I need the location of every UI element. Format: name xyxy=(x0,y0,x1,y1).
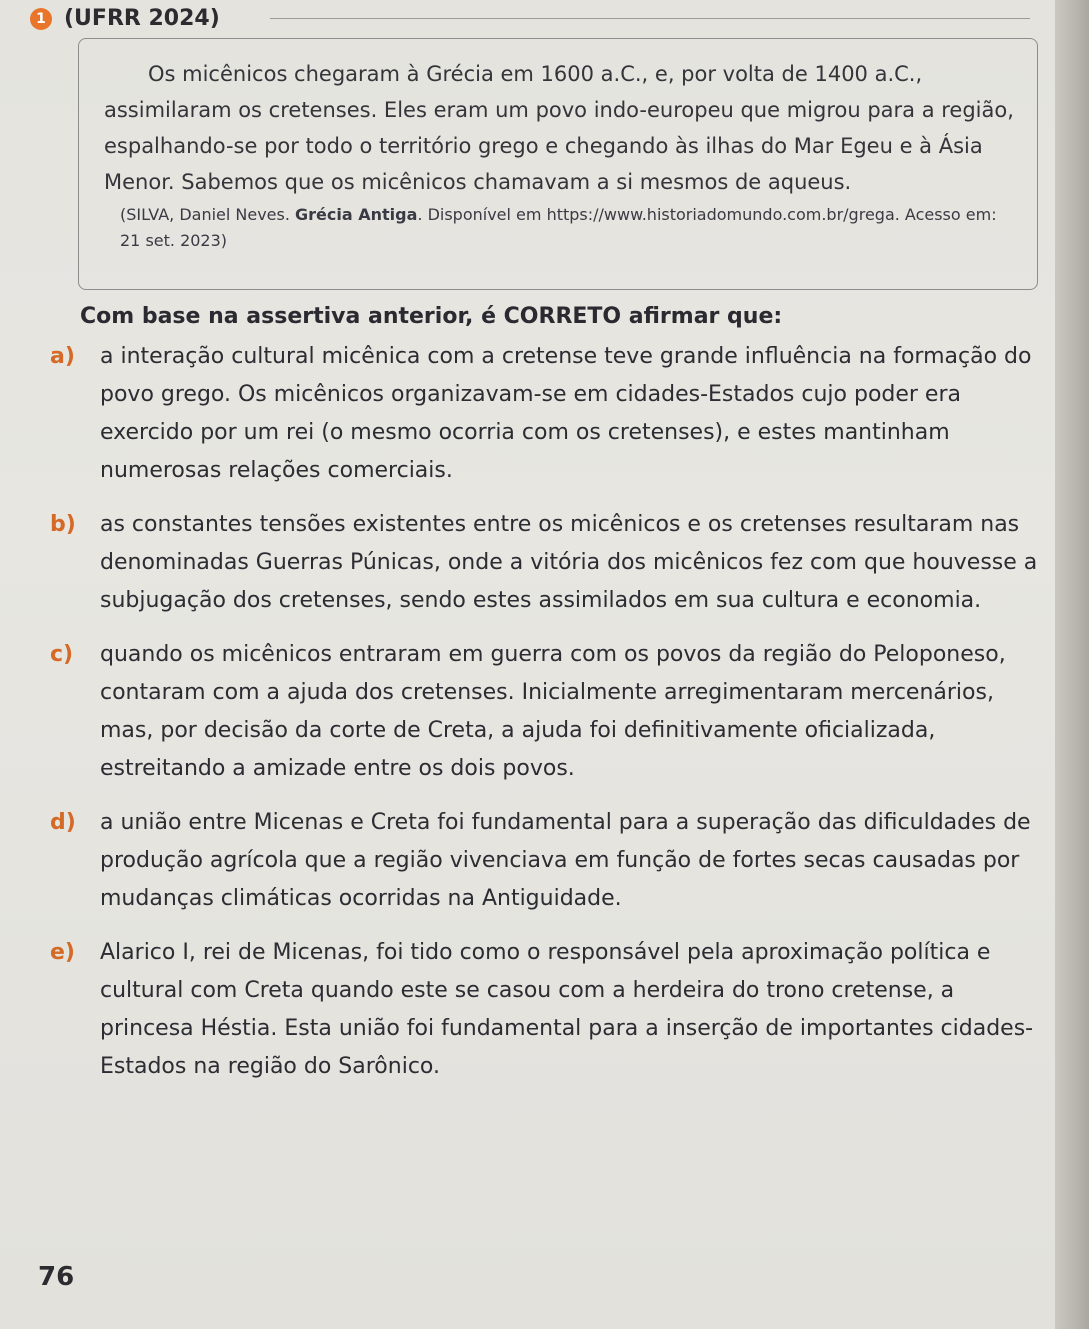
option-letter: e) xyxy=(50,940,75,965)
header-divider xyxy=(270,18,1030,19)
option-letter: d) xyxy=(50,810,76,835)
option-c[interactable] xyxy=(50,636,1040,788)
option-text: quando os micênicos entraram em guerra com os povos da região do Peloponeso, contaram com a ajuda dos cretenses. Inicialmente arregimentaram mercenários, mas, por decisão da corte de Creta, a ajuda foi definitivamente oficializada, estreitando a amizade entre os dois povos. xyxy=(100,642,1006,781)
citation-suffix: . Disponível em https://www.historiadomundo.com.br/grega. Acesso em: 21 set. 2023) xyxy=(120,205,997,250)
option-b[interactable] xyxy=(50,506,1040,620)
option-d[interactable] xyxy=(50,804,1040,918)
option-text: as constantes tensões existentes entre os micênicos e os cretenses resultaram nas denominadas Guerras Púnicas, onde a vitória dos micênicos fez com que houvesse a subjugação dos cretenses, sendo estes assimilados em sua cultura e economia. xyxy=(100,512,1038,613)
option-letter: c) xyxy=(50,642,74,667)
page-number: 76 xyxy=(38,1262,75,1292)
option-text: Alarico I, rei de Micenas, foi tido como o responsável pela aproximação política e cultural com Creta quando este se casou com a herdeira do trono cretense, a princesa Héstia. Esta união foi fundamental para a inserção de importantes cidades-Estados na região do Sarônico. xyxy=(100,940,1034,1079)
option-a[interactable] xyxy=(50,338,1040,490)
passage-text: Os micênicos chegaram à Grécia em 1600 a.C., e, por volta de 1400 a.C., assimilaram os cretenses. Eles eram um povo indo-europeu que migrou para a região, espalhando-se por todo o território grego e chegando às ilhas do Mar Egeu e à Ásia Menor. Sabemos que os micênicos chamavam a si mesmos de aqueus. xyxy=(104,62,1014,194)
option-letter: a) xyxy=(50,344,75,369)
answer-options xyxy=(50,338,1040,1102)
option-e[interactable] xyxy=(50,934,1040,1086)
question-number-badge: 1 xyxy=(30,8,52,30)
citation xyxy=(120,202,1020,254)
question-header xyxy=(30,6,220,31)
option-text: a união entre Micenas e Creta foi fundamental para a superação das dificuldades de produção agrícola que a região vivenciava em função de fortes secas causadas por mudanças climáticas ocorridas na Antiguidade. xyxy=(100,810,1031,911)
exam-source: (UFRR 2024) xyxy=(64,6,220,31)
option-text: a interação cultural micênica com a cretense teve grande influência na formação do povo grego. Os micênicos organizavam-se em cidades-Estados cujo poder era exercido por um rei (o mesmo ocorria com os cretenses), e estes mantinham numerosas relações comerciais. xyxy=(100,344,1032,483)
book-binding-edge xyxy=(1055,0,1089,1329)
citation-title: Grécia Antiga xyxy=(295,205,418,224)
question-prompt: Com base na assertiva anterior, é CORRETO afirmar que: xyxy=(80,304,783,329)
option-letter: b) xyxy=(50,512,76,537)
citation-prefix: (SILVA, Daniel Neves. xyxy=(120,205,296,224)
